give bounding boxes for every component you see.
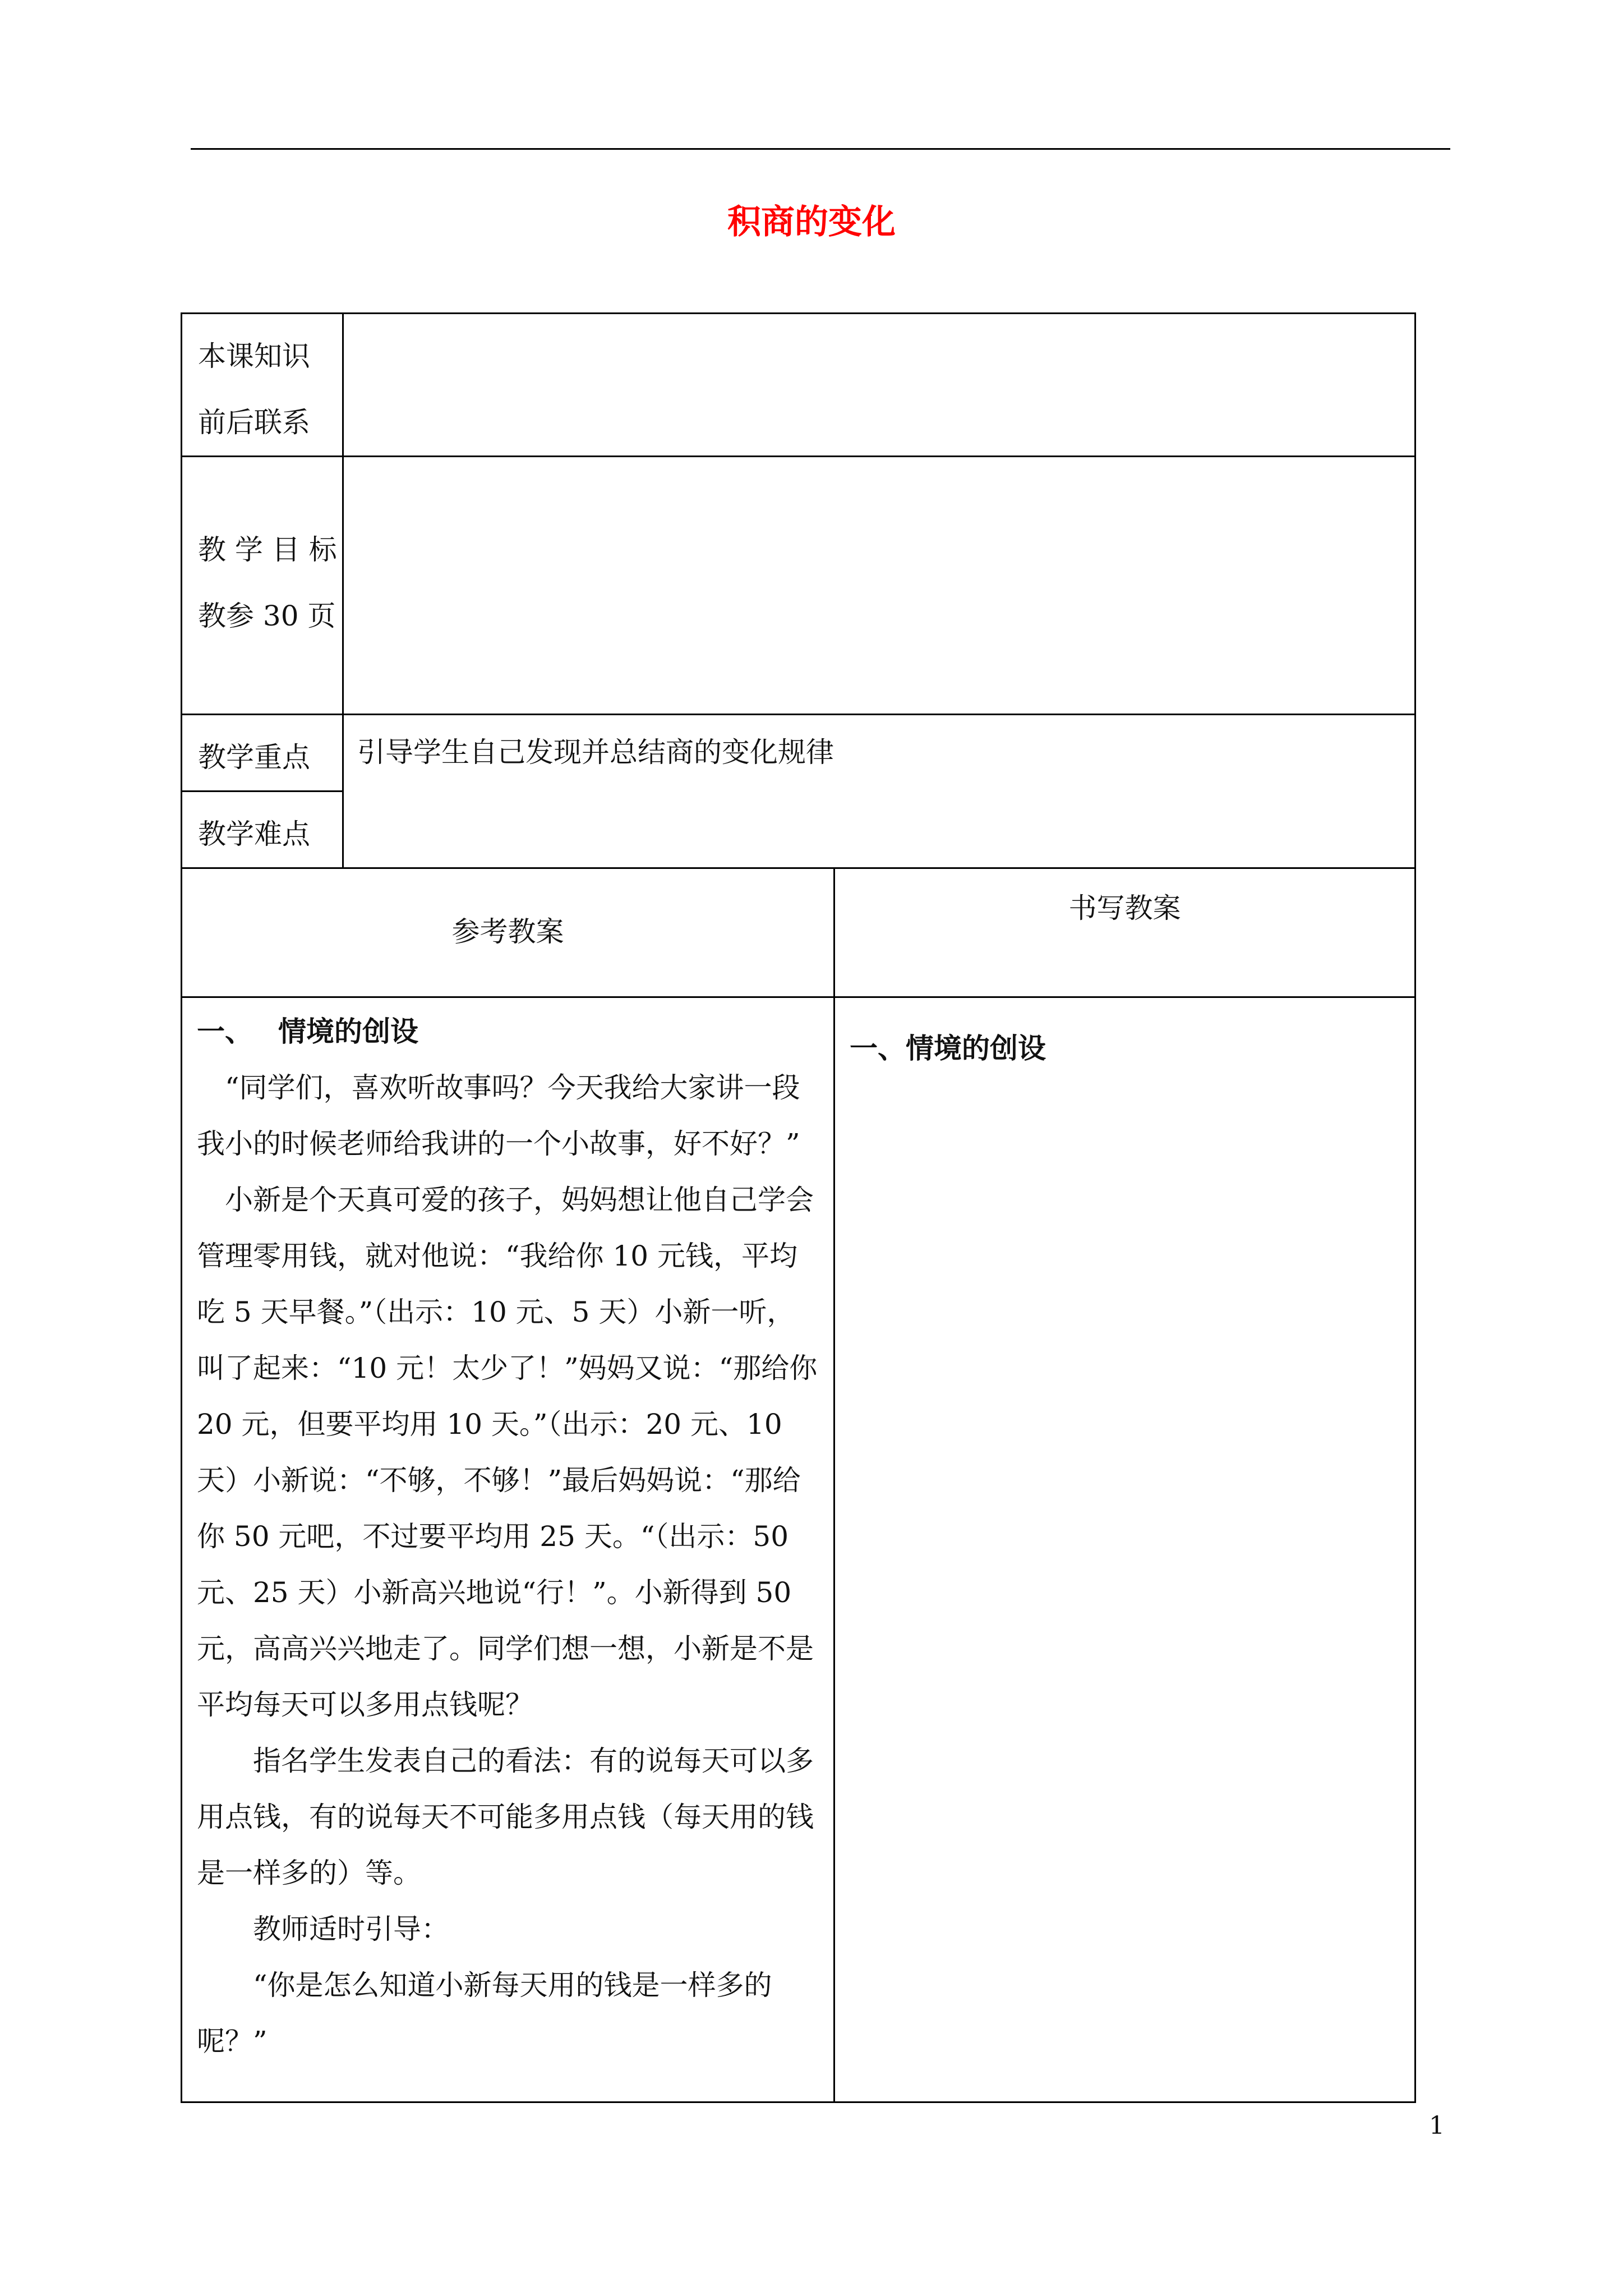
paragraph-intro: “同学们，喜欢听故事吗？今天我给大家讲一段我小的时候老师给我讲的一个小故事，好不好？” [197, 1071, 800, 1160]
written-section-heading: 一、情境的创设 [850, 1032, 1046, 1065]
key-point-label-text: 教学重点 [198, 741, 310, 774]
goals-value-cell [343, 457, 1415, 715]
difficulty-label-text: 教学难点 [198, 818, 310, 850]
row-goals [182, 457, 1415, 715]
key-point-value: 引导学生自己发现并总结商的变化规律 [357, 736, 834, 769]
row-plan-headers [182, 868, 1415, 997]
lesson-plan-table [181, 312, 1416, 2103]
paragraph-teacher-guide: 教师适时引导： [253, 1913, 449, 1945]
key-point-label [182, 715, 343, 792]
paragraph-story: 小新是个天真可爱的孩子，妈妈想让他自己学会管理零用钱，就对他说：“我给你 10 元钱，平均吃 5 天早餐。”（出示：10 元、5 天）小新一听，叫了起来：“10 元！太少了！”妈妈又说：“那给你 20 元，但要平均用 10 天。”（出示：20 元、10 天）小新说：“不够，不够！”最后妈妈说：“那给你 50 元吧，不过要平均用 25 天。“（出示：50 元、25 天）小新高兴地说“行！”。小新得到 50 元，高高兴兴地走了。同学们想一想，小新是不是平均每天可以多用点钱呢？ [197, 1184, 818, 1721]
difficulty-label [182, 792, 343, 868]
section-title: 情境的创设 [278, 1015, 418, 1048]
written-plan-content [834, 997, 1415, 2102]
goals-label-line2: 教参 30 页 [198, 600, 336, 632]
row-plan-content [182, 997, 1415, 2102]
knowledge-label-line2: 前后联系 [198, 406, 310, 439]
goals-label [182, 457, 343, 715]
paragraph-student-views: 指名学生发表自己的看法：有的说每天可以多用点钱，有的说每天不可能多用点钱（每天用的钱是一样多的）等。 [197, 1745, 814, 1889]
page-title: 积商的变化 [727, 203, 896, 242]
knowledge-label-line1: 本课知识 [198, 340, 310, 372]
knowledge-value-cell [343, 314, 1415, 457]
written-plan-header: 书写教案 [834, 868, 1415, 997]
knowledge-label [182, 314, 343, 457]
row-knowledge [182, 314, 1415, 457]
page-number: 1 [1429, 2111, 1445, 2140]
section-heading [197, 1004, 819, 1060]
section-number: 一、 [197, 1015, 253, 1048]
reference-plan-header: 参考教案 [182, 868, 834, 997]
key-point-value-cell [343, 715, 1415, 868]
paragraph-question: “你是怎么知道小新每天用的钱是一样多的呢？” [197, 1969, 772, 2058]
row-key-point [182, 715, 1415, 792]
header-rule [191, 148, 1450, 150]
reference-plan-content [182, 997, 834, 2102]
goals-label-line1: 教 学 目 标 [198, 533, 337, 566]
